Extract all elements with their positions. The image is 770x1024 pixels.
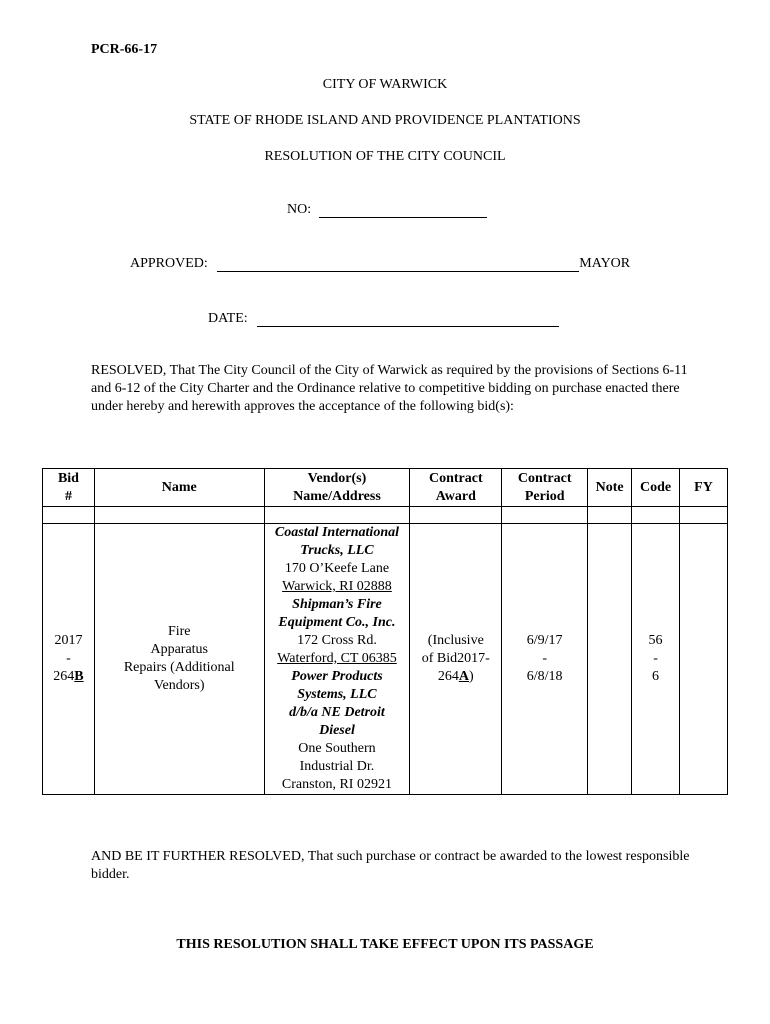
- date-field: [208, 311, 559, 327]
- effect-statement: THIS RESOLUTION SHALL TAKE EFFECT UPON ITS PASSAGE: [176, 937, 594, 952]
- cell-name: Fire Apparatus Repairs (Additional Vendors): [94, 524, 264, 795]
- number-label: NO:: [287, 202, 312, 217]
- number-field: [287, 202, 487, 218]
- header-contract-award: Contract Award: [410, 469, 502, 507]
- table-row: [43, 524, 728, 795]
- number-blank-line[interactable]: [319, 204, 487, 218]
- approved-blank-line[interactable]: [217, 258, 579, 272]
- cell-note: [588, 524, 632, 795]
- mayor-label: MAYOR: [579, 256, 631, 271]
- document-id: PCR-66-17: [91, 42, 158, 57]
- cell-vendors: Coastal International Trucks, LLC 170 O’Keefe Lane Warwick, RI 02888 Shipman’s Fire Equipment Co., Inc. 172 Cross Rd. Waterford, CT 06385 Power Products Systems, LLC d/b/a NE Detroit Diesel One Southern Industrial Dr. Cranston, RI 02921: [264, 524, 410, 795]
- header-contract-period: Contract Period: [502, 469, 588, 507]
- cell-bid-number: 2017 - 264B: [43, 524, 95, 795]
- header-fy: FY: [680, 469, 728, 507]
- resolved-paragraph: RESOLVED, That The City Council of the City of Warwick as required by the provisions of Sections 6-11 and 6-12 of the City Charter and the Ordinance relative to competitive bidding on purchase enacted there under hereby and herewith approves the acceptance of the following bid(s):: [91, 363, 688, 414]
- date-label: DATE:: [208, 311, 248, 326]
- header-note: Note: [588, 469, 632, 507]
- cell-contract-award: (Inclusive of Bid2017- 264A): [410, 524, 502, 795]
- state-heading: STATE OF RHODE ISLAND AND PROVIDENCE PLANTATIONS: [189, 113, 581, 128]
- cell-contract-period: 6/9/17 - 6/8/18: [502, 524, 588, 795]
- approved-field: [130, 256, 630, 272]
- table-header-row: [43, 469, 728, 507]
- header-vendor: Vendor(s) Name/Address: [264, 469, 410, 507]
- cell-fy: [680, 524, 728, 795]
- cell-code: 56 - 6: [632, 524, 680, 795]
- resolution-title: RESOLUTION OF THE CITY COUNCIL: [264, 149, 506, 164]
- further-resolved-paragraph: AND BE IT FURTHER RESOLVED, That such purchase or contract be awarded to the lowest responsible bidder.: [91, 849, 690, 882]
- bids-table: [42, 468, 728, 795]
- date-blank-line[interactable]: [257, 313, 559, 327]
- header-code: Code: [632, 469, 680, 507]
- header-name: Name: [94, 469, 264, 507]
- table-spacer-row: [43, 507, 728, 524]
- approved-label: APPROVED:: [130, 256, 208, 271]
- city-heading: CITY OF WARWICK: [322, 77, 448, 92]
- header-bid: Bid #: [43, 469, 95, 507]
